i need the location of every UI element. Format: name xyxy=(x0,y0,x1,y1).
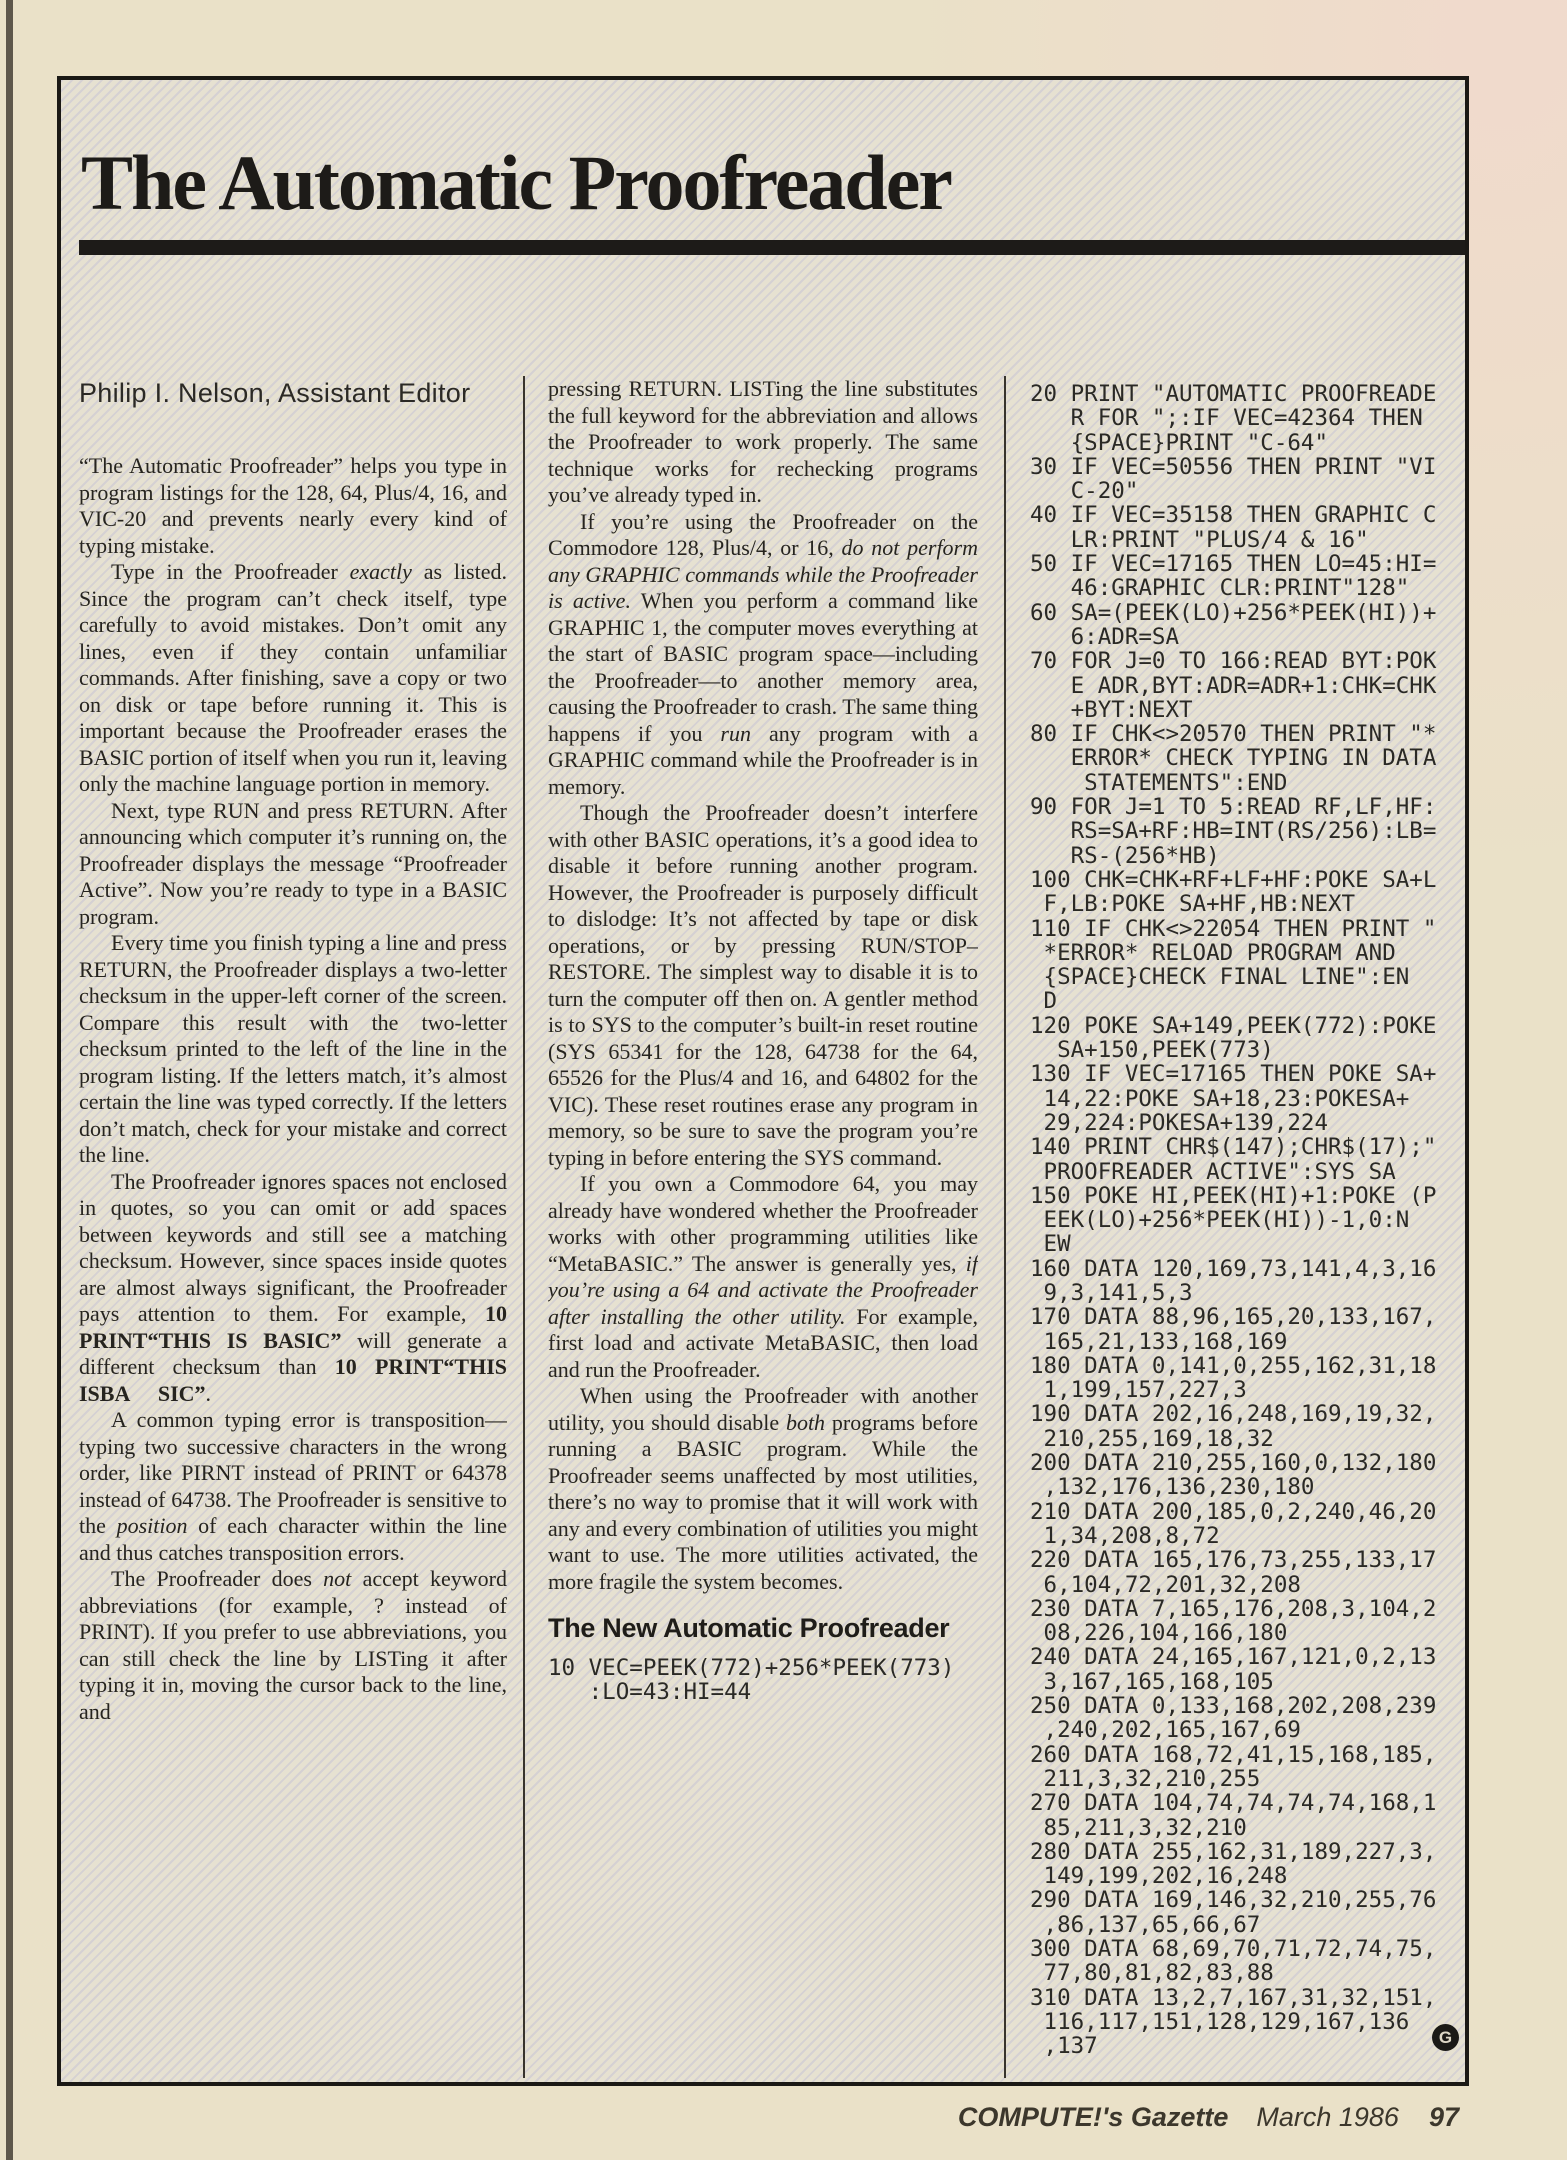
listing-line: 210,255,169,18,32 xyxy=(1030,1425,1274,1452)
listing-line: 190 DATA 202,16,248,169,19,32, xyxy=(1030,1401,1437,1428)
listing-line: 77,80,81,82,83,88 xyxy=(1030,1960,1274,1987)
listing-line: 160 DATA 120,169,73,141,4,3,16 xyxy=(1030,1255,1437,1282)
listing-line: 170 DATA 88,96,165,20,133,167, xyxy=(1030,1304,1437,1331)
listing-line: F,LB:POKE SA+HF,HB:NEXT xyxy=(1030,891,1356,918)
listing-line: 90 FOR J=1 TO 5:READ RF,LF,HF: xyxy=(1030,794,1437,821)
footer-magazine: COMPUTE!'s Gazette xyxy=(957,2102,1229,2132)
listing-line: 10 VEC=PEEK(772)+256*PEEK(773) xyxy=(548,1655,955,1681)
listing-line: *ERROR* RELOAD PROGRAM AND xyxy=(1030,939,1396,966)
title-rule xyxy=(79,240,1465,255)
page-footer xyxy=(958,2102,1459,2133)
listing-line: SA+150,PEEK(773) xyxy=(1030,1037,1274,1064)
listing-line: R FOR ";:IF VEC=42364 THEN xyxy=(1030,405,1423,432)
listing-line: STATEMENTS":END xyxy=(1030,769,1288,796)
listing-line: 290 DATA 169,146,32,210,255,76 xyxy=(1030,1887,1437,1914)
column-3 xyxy=(1030,376,1467,2078)
listing-line: 1,199,157,227,3 xyxy=(1030,1377,1247,1404)
listing-line: 210 DATA 200,185,0,2,240,46,20 xyxy=(1030,1498,1437,1525)
listing-line: {SPACE}PRINT "C-64" xyxy=(1030,429,1329,456)
listing-line: 120 POKE SA+149,PEEK(772):POKE xyxy=(1030,1012,1437,1039)
article-box xyxy=(57,76,1469,2086)
listing-line: EW xyxy=(1030,1231,1071,1258)
listing-line: +BYT:NEXT xyxy=(1030,696,1193,723)
page-gutter-shadow xyxy=(6,0,13,2160)
listing-line: 116,117,151,128,129,167,136 xyxy=(1030,2008,1410,2035)
listing-line: 150 POKE HI,PEEK(HI)+1:POKE (P xyxy=(1030,1182,1437,1209)
column-1-paragraphs xyxy=(79,453,507,1725)
listing-line: 70 FOR J=0 TO 166:READ BYT:POK xyxy=(1030,648,1437,675)
listing-line: 165,21,133,168,169 xyxy=(1030,1328,1288,1355)
listing-line: C-20" xyxy=(1030,478,1139,505)
paragraph: “The Automatic Proofreader” helps you type in program listings for the 128, 64, Plus/4, 16, and VIC-20 and prevents nearly every kind of typing mistake. xyxy=(79,453,507,558)
listing-line: D xyxy=(1030,988,1058,1015)
footer-page-number: 97 xyxy=(1428,2102,1459,2132)
listing-line: 1,34,208,8,72 xyxy=(1030,1522,1220,1549)
listing-line: PROOFREADER ACTIVE":SYS SA xyxy=(1030,1158,1396,1185)
code-line-10 xyxy=(548,1656,978,1705)
byline: Philip I. Nelson, Assistant Editor xyxy=(79,378,471,408)
paragraph: A common typing error is transposition—typing two successive characters in the wrong order, like PIRNT instead of PRINT or 64378 instead of 64738. The Proofreader is sensitive to the position of each character within the line and thus catches transposition errors. xyxy=(79,1407,507,1565)
column-1 xyxy=(79,376,507,2078)
listing-line: 100 CHK=CHK+RF+LF+HF:POKE SA+L xyxy=(1030,866,1437,893)
listing-line: 240 DATA 24,165,167,121,0,2,13 xyxy=(1030,1644,1437,1671)
listing-line: 211,3,32,210,255 xyxy=(1030,1765,1261,1792)
listing-line: E ADR,BYT:ADR=ADR+1:CHK=CHK xyxy=(1030,672,1437,699)
listing-line: 08,226,104,166,180 xyxy=(1030,1620,1288,1647)
listing-line: 260 DATA 168,72,41,15,168,185, xyxy=(1030,1741,1437,1768)
listing-line: 3,167,165,168,105 xyxy=(1030,1668,1274,1695)
paragraph: When using the Proofreader with another utility, you should disable both programs before running a BASIC program. While the Proofreader seems unaffected by most utilities, there’s no way to promise that it will work with any and every combination of utilities you might want to use. The more utilities activated, the more fragile the system becomes. xyxy=(548,1383,978,1594)
listing-line: ,132,176,136,230,180 xyxy=(1030,1474,1315,1501)
listing-line: 60 SA=(PEEK(LO)+256*PEEK(HI))+ xyxy=(1030,599,1437,626)
listing-line: 140 PRINT CHR$(147);CHR$(17);" xyxy=(1030,1134,1437,1161)
paragraph: The Proofreader ignores spaces not enclosed in quotes, so you can omit or add spaces between keywords and still see a matching checksum. However, since spaces inside quotes are almost always significant, the Proofreader pays attention to them. For example, 10 PRINT“THIS IS BASIC” will generate a different checksum than 10 PRINT“THIS ISBA SIC”. xyxy=(79,1168,507,1406)
listing-line: 30 IF VEC=50556 THEN PRINT "VI xyxy=(1030,453,1437,480)
paragraph: If you’re using the Proofreader on the Commodore 128, Plus/4, or 16, do not perform any GRAPHIC commands while the Proofreader is active. When you perform a command like GRAPHIC 1, the computer moves everything at the start of BASIC program space—including the Proofreader—to another memory area, causing the Proofreader to crash. The same thing happens if you run any program with a GRAPHIC command while the Proofreader is in memory. xyxy=(548,508,978,799)
listing-line: ,240,202,165,167,69 xyxy=(1030,1717,1301,1744)
listing-line: 220 DATA 165,176,73,255,133,17 xyxy=(1030,1547,1437,1574)
listing-line: 180 DATA 0,141,0,255,162,31,18 xyxy=(1030,1352,1437,1379)
footer-issue: March 1986 xyxy=(1256,2102,1399,2132)
listing-line: 270 DATA 104,74,74,74,74,168,1 xyxy=(1030,1790,1437,1817)
column-2-paragraphs xyxy=(548,376,978,1595)
section-heading: The New Automatic Proofreader xyxy=(548,1613,950,1643)
listing-line: RS-(256*HB) xyxy=(1030,842,1220,869)
listing-line: 14,22:POKE SA+18,23:POKESA+ xyxy=(1030,1085,1410,1112)
listing-line: 130 IF VEC=17165 THEN POKE SA+ xyxy=(1030,1061,1437,1088)
paragraph: Though the Proofreader doesn’t interfere with other BASIC operations, it’s a good idea to disable it before running another program. However, the Proofreader is purposely difficult to dislodge: It’s not affected by tape or disk operations, or by pressing RUN/STOP– RESTORE. The simplest way to disable it is to turn the computer off then on. A gentler method is to SYS to the computer’s built-in reset routine (SYS 65341 for the 128, 64738 for the 64, 65526 for the Plus/4 and 16, and 64802 for the VIC). These reset routines erase any program in memory, so be sure to save the program you’re typing in before entering the SYS command. xyxy=(548,800,978,1170)
column-divider-2 xyxy=(1004,376,1006,2078)
listing-line: 80 IF CHK<>20570 THEN PRINT "* xyxy=(1030,721,1437,748)
paragraph: Next, type RUN and press RETURN. After announcing which computer it’s running on, the Proofreader displays the message “Proofreader Active”. Now you’re ready to type in a BASIC program. xyxy=(79,797,507,929)
column-2 xyxy=(548,376,978,2078)
paragraph: The Proofreader does not accept keyword abbreviations (for example, ? instead of PRINT). If you prefer to use abbreviations, you can still check the line by LISTing it after typing it in, moving the cursor back to the line, and xyxy=(79,1566,507,1724)
listing-line: ERROR* CHECK TYPING IN DATA xyxy=(1030,745,1437,772)
listing-line: 85,211,3,32,210 xyxy=(1030,1814,1247,1841)
columns xyxy=(79,376,1467,2078)
paragraph: Type in the Proofreader exactly as listed. Since the program can’t check itself, type carefully to avoid mistakes. Don’t omit any lines, even if they contain unfamiliar commands. After finishing, save a copy or two on disk or tape before running it. This is important because the Proofreader erases the BASIC portion of itself when you run it, leaving only the machine language portion in memory. xyxy=(79,559,507,796)
listing-line: ,86,137,65,66,67 xyxy=(1030,1911,1261,1938)
listing-line: 280 DATA 255,162,31,189,227,3, xyxy=(1030,1838,1437,1865)
listing-line: :LO=43:HI=44 xyxy=(548,1679,752,1706)
listing-line: 310 DATA 13,2,7,167,31,32,151, xyxy=(1030,1984,1437,2011)
column-divider-1 xyxy=(523,376,525,2078)
listing-line: 40 IF VEC=35158 THEN GRAPHIC C xyxy=(1030,502,1437,529)
listing-line: 200 DATA 210,255,160,0,132,180 xyxy=(1030,1450,1437,1477)
listing-line: 250 DATA 0,133,168,202,208,239 xyxy=(1030,1693,1437,1720)
listing-line: 20 PRINT "AUTOMATIC PROOFREADE xyxy=(1030,381,1437,407)
listing-line: 230 DATA 7,165,176,208,3,104,2 xyxy=(1030,1595,1437,1622)
listing-line: 6:ADR=SA xyxy=(1030,623,1180,650)
paragraph: pressing RETURN. LISTing the line substitutes the full keyword for the abbreviation and allows the Proofreader to work properly. The same technique works for rechecking programs you’ve already typed in. xyxy=(548,376,978,507)
listing-line: 300 DATA 68,69,70,71,72,74,75, xyxy=(1030,1936,1437,1962)
paragraph: If you own a Commodore 64, you may already have wondered whether the Proofreader works with other programming utilities like “MetaBASIC.” The answer is generally yes, if you’re using a 64 and activate the Proofreader after installing the other utility. For example, first load and activate MetaBASIC, then load and run the Proofreader. xyxy=(548,1171,978,1382)
paragraph: Every time you finish typing a line and press RETURN, the Proofreader displays a two-letter checksum in the upper-left corner of the screen. Compare this result with the two-letter checksum printed to the left of the line in the program listing. If the letters match, it’s almost certain the line was typed correctly. If the letters don’t match, check for your mistake and correct the line. xyxy=(79,930,507,1167)
article-title: The Automatic Proofreader xyxy=(81,139,951,226)
listing-line: ,137 xyxy=(1030,2033,1098,2060)
listing-line: EEK(LO)+256*PEEK(HI))-1,0:N xyxy=(1030,1207,1410,1234)
listing-line: LR:PRINT "PLUS/4 & 16" xyxy=(1030,526,1369,553)
listing-line: 149,199,202,16,248 xyxy=(1030,1863,1288,1890)
listing-line: 46:GRAPHIC CLR:PRINT"128" xyxy=(1030,575,1410,602)
listing-line: 29,224:POKESA+139,224 xyxy=(1030,1109,1329,1136)
listing-line: RS=SA+RF:HB=INT(RS/256):LB= xyxy=(1030,818,1437,845)
listing-line: 6,104,72,201,32,208 xyxy=(1030,1571,1301,1598)
listing-line: {SPACE}CHECK FINAL LINE":EN xyxy=(1030,964,1410,991)
listing-line: 9,3,141,5,3 xyxy=(1030,1279,1193,1306)
listing-line: 110 IF CHK<>22054 THEN PRINT " xyxy=(1030,915,1437,942)
listing-line: 50 IF VEC=17165 THEN LO=45:HI= xyxy=(1030,551,1437,578)
end-of-article-icon: G xyxy=(1432,2024,1459,2051)
program-listing xyxy=(1030,376,1467,2058)
